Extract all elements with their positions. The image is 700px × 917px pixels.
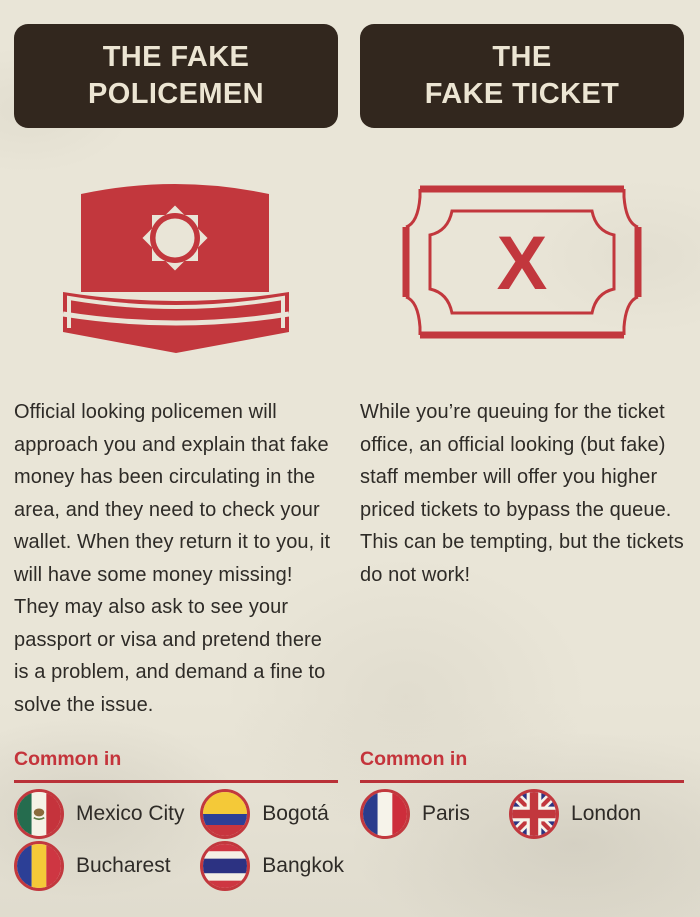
fake-ticket-header xyxy=(360,24,684,128)
city-label: Bogotá xyxy=(262,802,329,825)
police-hat-icon-area xyxy=(14,128,338,396)
fake-ticket-locations xyxy=(360,788,684,840)
common-in-divider xyxy=(360,780,684,783)
mexico-flag-icon xyxy=(14,789,64,839)
city-label: Mexico City xyxy=(76,802,185,825)
city-label: Bucharest xyxy=(76,854,171,877)
ticket-x-mark: X xyxy=(496,221,548,306)
common-in-label: Common in xyxy=(14,748,122,770)
city-label: London xyxy=(571,802,642,825)
location-item xyxy=(14,788,200,840)
fake-policemen-description: Official looking policemen will approach you and explain that fake money has been circulating in the area, and they need to check your wallet. When they return it to you, it will have some money missing! They may also ask to see your passport or visa and pretend there is a problem, and demand a fine to solve the issue. xyxy=(14,401,331,716)
header-line-1: THE FAKE xyxy=(102,41,250,73)
common-in-divider xyxy=(14,780,338,783)
city-label: Bangkok xyxy=(262,854,345,877)
city-label: Paris xyxy=(422,802,470,825)
colombia-flag-icon xyxy=(200,789,250,839)
location-item xyxy=(200,788,338,840)
france-flag-icon xyxy=(360,789,410,839)
column-fake-policemen xyxy=(14,24,345,892)
thailand-flag-icon xyxy=(200,841,250,891)
uk-flag-icon xyxy=(509,789,559,839)
fake-ticket-description: While you’re queuing for the ticket office, an official looking (but fake) staff member will offer you higher priced tickets to bypass the queue. This can be tempting, but the tickets do not work! xyxy=(360,401,684,586)
fake-policemen-header xyxy=(14,24,338,128)
fake-policemen-locations xyxy=(14,788,345,892)
location-item xyxy=(14,840,200,892)
fake-ticket-icon xyxy=(400,183,644,341)
header-line-2: FAKE TICKET xyxy=(424,78,620,110)
common-in-label: Common in xyxy=(360,748,468,770)
location-item xyxy=(200,840,345,892)
column-fake-ticket xyxy=(360,24,684,892)
header-line-2: POLICEMEN xyxy=(88,78,264,110)
romania-flag-icon xyxy=(14,841,64,891)
location-item xyxy=(509,788,684,840)
header-line-1: THE xyxy=(492,41,552,73)
police-hat-icon xyxy=(62,170,290,354)
location-item xyxy=(360,788,509,840)
fake-ticket-icon-area xyxy=(360,128,684,396)
